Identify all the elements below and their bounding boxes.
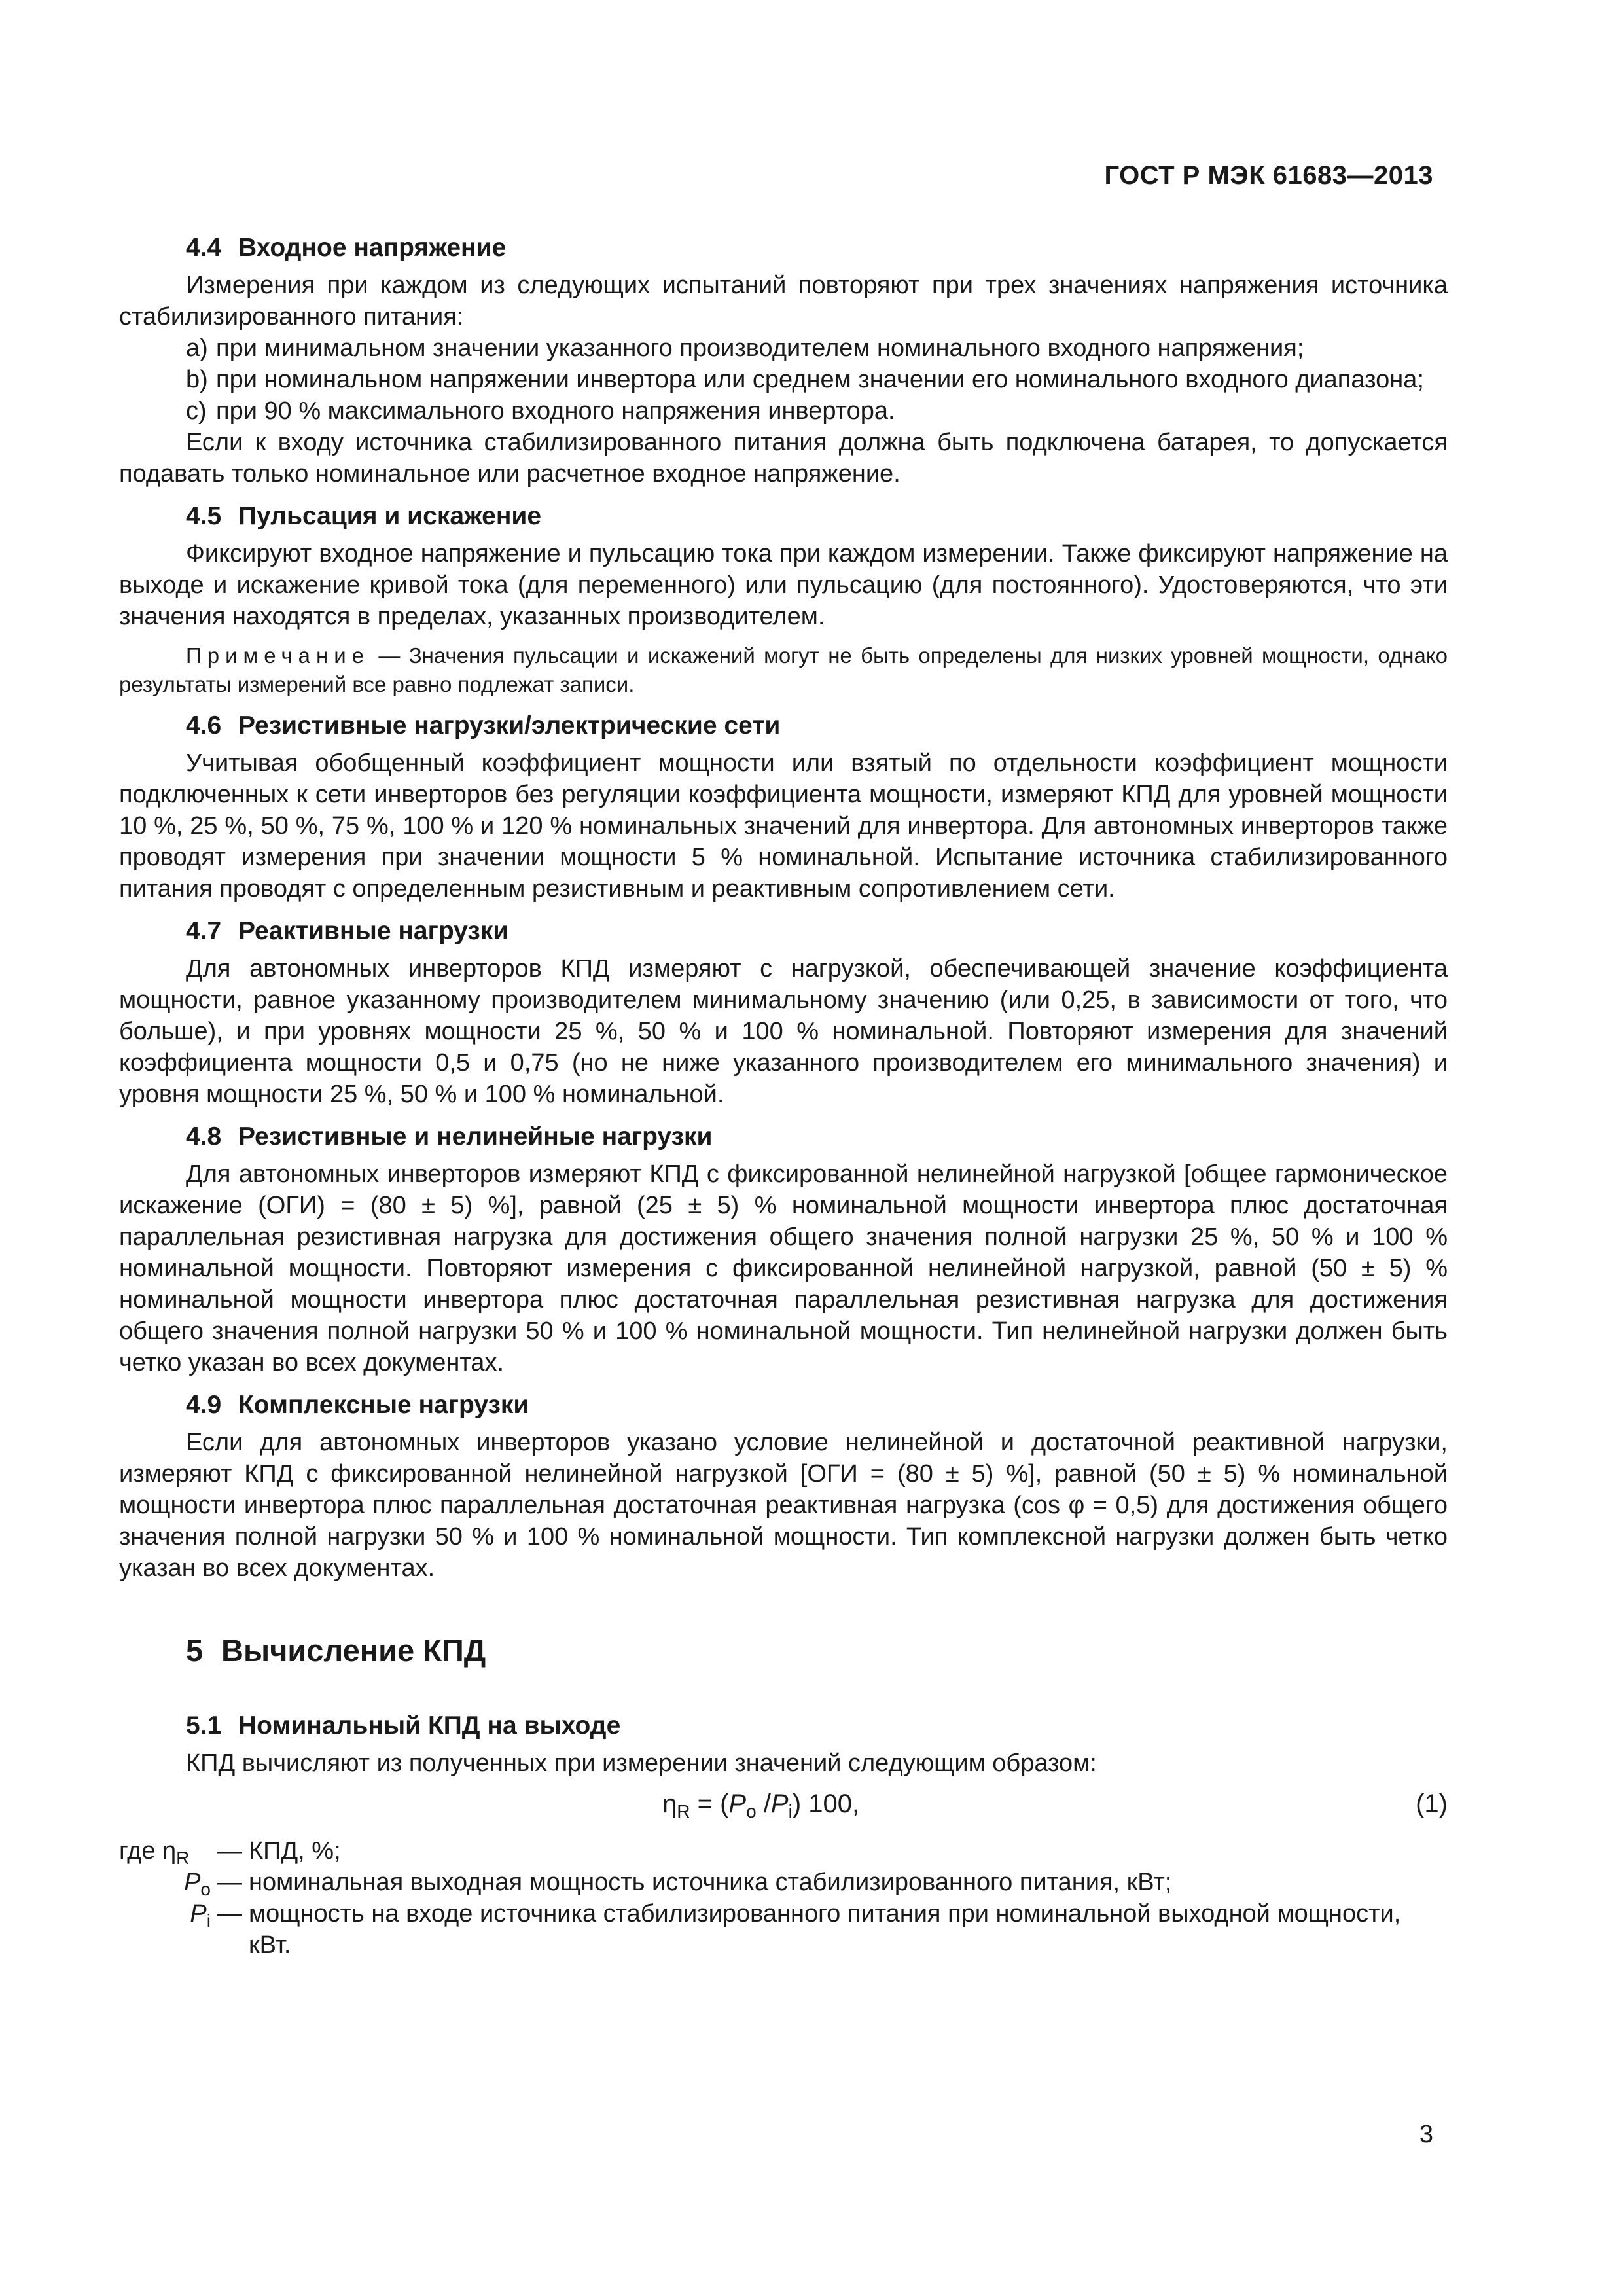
section-4-8-heading bbox=[119, 1119, 1448, 1155]
formula-eta-sub: R bbox=[677, 1801, 690, 1821]
page-body bbox=[119, 230, 1448, 1961]
paragraph: Для автономных инверторов измеряют КПД с фиксированной нелинейной нагрузкой [общее гармоническое искажение (ОГИ) = (80 ± 5) %], равной (25 ± 5) % номинальной мощности инвертора плюс достаточная параллельная резистивная нагрузка для достижения общего значения полной нагрузки 25 %, 50 % и 100 % номинальной мощности. Повторяют измерения с фиксированной нелинейной нагрузкой, равной (50 ± 5) % номинальной мощности инвертора плюс достаточная параллельная резистивная нагрузка для достижения общего значения полной нагрузки 50 % и 100 % номинальной мощности. Тип нелинейной нагрузки должен быть четко указан во всех документах. bbox=[119, 1160, 1448, 1376]
paragraph: КПД вычисляют из полученных при измерении значений следующим образом: bbox=[186, 1749, 1097, 1777]
page-number: 3 bbox=[1419, 2121, 1433, 2148]
chapter-number: 5 bbox=[186, 1633, 204, 1668]
section-number: 4.7 bbox=[186, 917, 222, 945]
definition-symbol bbox=[119, 1867, 211, 1898]
definitions-list bbox=[119, 1835, 1448, 1961]
paragraph: Если для автономных инверторов указано условие нелинейной и достаточной реактивной нагрузки, измеряют КПД с фиксированной нелинейной нагрузкой [ОГИ = (80 ± 5) %], равной (50 ± 5) % номинальной мощности инвертора плюс параллельная достаточная реактивная нагрузка (cos φ = 0,5) для достижения общего значения полной нагрузки 50 % и 100 % номинальной мощности. Тип комплексной нагрузки должен быть четко указан во всех документах. bbox=[119, 1429, 1448, 1582]
symbol-sub: R bbox=[176, 1848, 190, 1868]
section-4-4-heading bbox=[119, 230, 1448, 266]
list-item bbox=[119, 395, 1448, 427]
list-text: при 90 % максимального входного напряжения инвертора. bbox=[216, 397, 895, 425]
list-label: b) bbox=[186, 366, 208, 393]
formula-tail: ) 100, bbox=[792, 1789, 860, 1818]
definition-dash: — bbox=[217, 1869, 242, 1896]
definition-text: КПД, %; bbox=[249, 1837, 341, 1865]
formula-row bbox=[119, 1785, 1448, 1831]
note-text: — Значения пульсации и искажений могут не быть определены для низких уровней мощности, однако результаты измерений все равно подлежат записи. bbox=[119, 643, 1448, 696]
equation-number: (1) bbox=[1416, 1789, 1448, 1818]
symbol-sub: o bbox=[200, 1879, 211, 1899]
formula-pi: P bbox=[770, 1789, 789, 1818]
definition-text: номинальная выходная мощность источника стабилизированного питания, кВт; bbox=[249, 1869, 1172, 1896]
formula-pi-sub: i bbox=[788, 1801, 793, 1821]
symbol-main: η bbox=[162, 1837, 177, 1865]
formula-po: P bbox=[728, 1789, 747, 1818]
definition-dash: — bbox=[217, 1837, 242, 1865]
section-number: 4.8 bbox=[186, 1122, 222, 1151]
paragraph: Учитывая обобщенный коэффициент мощности или взятый по отдельности коэффициент мощности подключенных к сети инверторов без регуляции коэффициента мощности, измеряют КПД для уровней мощности 10 %, 25 %, 50 %, 75 %, 100 % и 120 % номинальных значений для инвертора. Для автономных инверторов также проводят измерения при значении мощности 5 % номинальной. Испытание источника стабилизированного питания проводят с определенным резистивным и реактивным сопротивлением сети. bbox=[119, 749, 1448, 903]
list-label: c) bbox=[186, 397, 207, 425]
efficiency-formula bbox=[662, 1789, 859, 1819]
list-item bbox=[119, 332, 1448, 364]
note-label: Примечание bbox=[186, 643, 370, 668]
definition-item bbox=[119, 1835, 1448, 1867]
formula-eta: η bbox=[662, 1789, 677, 1818]
definition-item bbox=[119, 1867, 1448, 1898]
section-title: Пульсация и искажение bbox=[238, 502, 542, 530]
section-5-1-heading bbox=[119, 1708, 1448, 1744]
document-code: ГОСТ Р МЭК 61683—2013 bbox=[1104, 161, 1433, 190]
formula-slash: / bbox=[756, 1789, 771, 1818]
section-title: Комплексные нагрузки bbox=[238, 1391, 529, 1419]
symbol-main: P bbox=[190, 1900, 207, 1928]
section-number: 4.6 bbox=[186, 711, 222, 740]
paragraph: Фиксируют входное напряжение и пульсацию тока при каждом измерении. Также фиксируют напряжение на выходе и искажение кривой тока (для переменного) или пульсацию (для постоянного). Удостоверяются, что эти значения находятся в пределах, указанных производителем. bbox=[119, 540, 1448, 630]
section-title: Номинальный КПД на выходе bbox=[238, 1712, 621, 1740]
section-number: 4.4 bbox=[186, 234, 222, 262]
section-4-6-heading bbox=[119, 708, 1448, 744]
definition-dash: — bbox=[217, 1900, 242, 1928]
section-title: Реактивные нагрузки bbox=[238, 917, 509, 945]
section-number: 4.5 bbox=[186, 502, 222, 530]
chapter-title: Вычисление КПД bbox=[221, 1633, 486, 1668]
definition-symbol bbox=[119, 1835, 211, 1867]
symbol-sub: i bbox=[206, 1910, 211, 1931]
list-item bbox=[119, 364, 1448, 395]
symbol-main: P bbox=[184, 1869, 201, 1896]
section-number: 5.1 bbox=[186, 1712, 222, 1740]
chapter-5-heading bbox=[119, 1631, 1448, 1670]
list-text: при номинальном напряжении инвертора или среднем значении его номинального входного диапазона; bbox=[216, 366, 1424, 393]
formula-eq: = ( bbox=[690, 1789, 729, 1818]
section-number: 4.9 bbox=[186, 1391, 222, 1419]
section-4-5-heading bbox=[119, 499, 1448, 534]
definition-symbol bbox=[119, 1898, 211, 1961]
list-text: при минимальном значении указанного производителем номинального входного напряжения; bbox=[216, 334, 1304, 362]
paragraph: Для автономных инверторов КПД измеряют с нагрузкой, обеспечивающей значение коэффициента мощности, равное указанному производителем минимальному значению (или 0,25, в зависимости от того, что больше), и при уровнях мощности 25 %, 50 % и 100 % номинальной. Повторяют измерения для значений коэффициента мощности 0,5 и 0,75 (но не ниже указанного производителем его минимального значения) и уровня мощности 25 %, 50 % и 100 % номинальной. bbox=[119, 955, 1448, 1108]
where-word: где bbox=[119, 1837, 156, 1865]
paragraph: Измерения при каждом из следующих испытаний повторяют при трех значениях напряжения источника стабилизированного питания: bbox=[119, 272, 1448, 331]
section-4-7-heading bbox=[119, 914, 1448, 949]
paragraph: Если к входу источника стабилизированного питания должна быть подключена батарея, то допускается подавать только номинальное или расчетное входное напряжение. bbox=[119, 429, 1448, 488]
section-title: Входное напряжение bbox=[238, 234, 507, 262]
section-title: Резистивные нагрузки/электрические сети bbox=[238, 711, 781, 740]
definition-item bbox=[119, 1898, 1448, 1961]
formula-po-sub: o bbox=[746, 1801, 757, 1821]
note bbox=[119, 641, 1448, 699]
section-4-9-heading bbox=[119, 1388, 1448, 1423]
definition-text: мощность на входе источника стабилизированного питания при номинальной выходной мощности, кВт. bbox=[249, 1900, 1401, 1959]
list-label: а) bbox=[186, 334, 208, 362]
section-title: Резистивные и нелинейные нагрузки bbox=[238, 1122, 713, 1151]
